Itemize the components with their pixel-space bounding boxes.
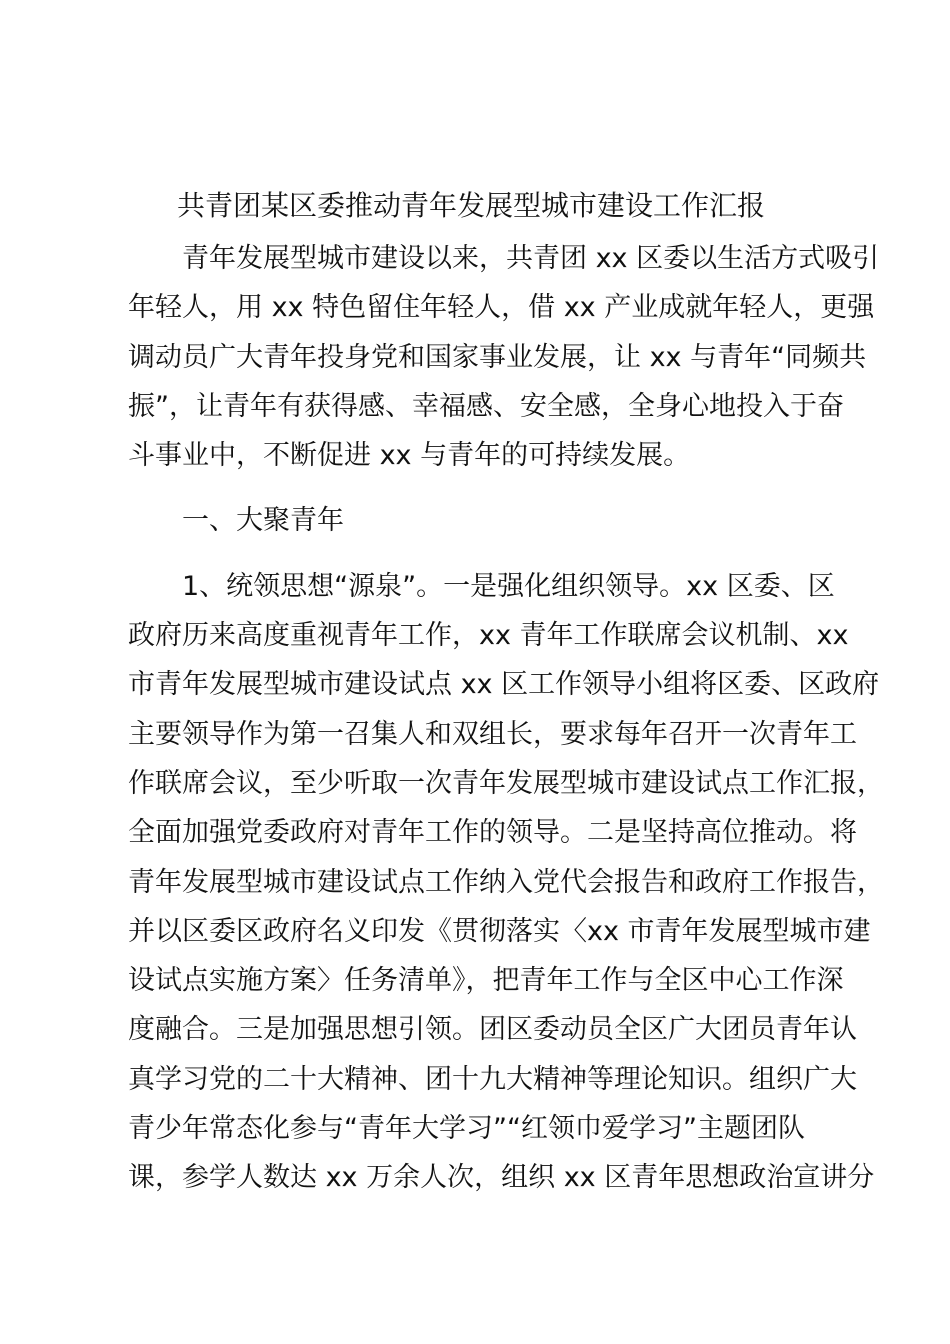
paragraph-line: 青少年常态化参与“青年大学习”“红领巾爱学习”主题团队: [128, 1113, 805, 1145]
paragraph-line: 并以区委区政府名义印发《贯彻落实〈xx 市青年发展型城市建: [128, 915, 871, 947]
paragraph-line: 1、统领思想“源泉”。一是强化组织领导。xx 区委、区: [182, 570, 835, 602]
document-body: [128, 234, 884, 1203]
document-title: 共青团某区委推动青年发展型城市建设工作汇报: [177, 189, 766, 222]
paragraph-line: 课，参学人数达 xx 万余人次，组织 xx 区青年思想政治宣讲分: [128, 1162, 875, 1194]
paragraph-line: 青年发展型城市建设以来，共青团 xx 区委以生活方式吸引: [182, 243, 880, 274]
paragraph-line: 市青年发展型城市建设试点 xx 区工作领导小组将区委、区政府: [128, 669, 880, 701]
paragraph-line: 设试点实施方案〉任务清单》，把青年工作与全区中心工作深: [128, 965, 844, 997]
paragraph-line: 政府历来高度重视青年工作，xx 青年工作联席会议机制、xx: [128, 620, 849, 652]
paragraph-gap: [128, 546, 840, 562]
paragraph-line: 年轻人，用 xx 特色留住年轻人，借 xx 产业成就年轻人，更强: [128, 292, 875, 324]
paragraph-line: 作联席会议，至少听取一次青年发展型城市建设试点工作汇报，: [128, 767, 884, 799]
paragraph-line: 振”，让青年有获得感、幸福感、安全感，全身心地投入于奋: [128, 390, 844, 422]
paragraph-line: 真学习党的二十大精神、团十九大精神等理论知识。组织广大: [128, 1063, 857, 1095]
paragraph-line: 全面加强党委政府对青年工作的领导。二是坚持高位推动。将: [128, 817, 857, 849]
paragraph-line: 主要领导作为第一召集人和双组长，要求每年召开一次青年工: [128, 718, 857, 750]
paragraph-gap: [128, 480, 840, 496]
paragraph-line: 调动员广大青年投身党和国家事业发展，让 xx 与青年“同频共: [128, 341, 867, 373]
section-heading: 一、大聚青年: [182, 505, 344, 537]
paragraph-line: 青年发展型城市建设试点工作纳入党代会报告和政府工作报告，: [128, 866, 884, 898]
paragraph-line: 度融合。三是加强思想引领。团区委动员全区广大团员青年认: [128, 1014, 857, 1046]
paragraph-line: 斗事业中，不断促进 xx 与青年的可持续发展。: [128, 440, 691, 472]
